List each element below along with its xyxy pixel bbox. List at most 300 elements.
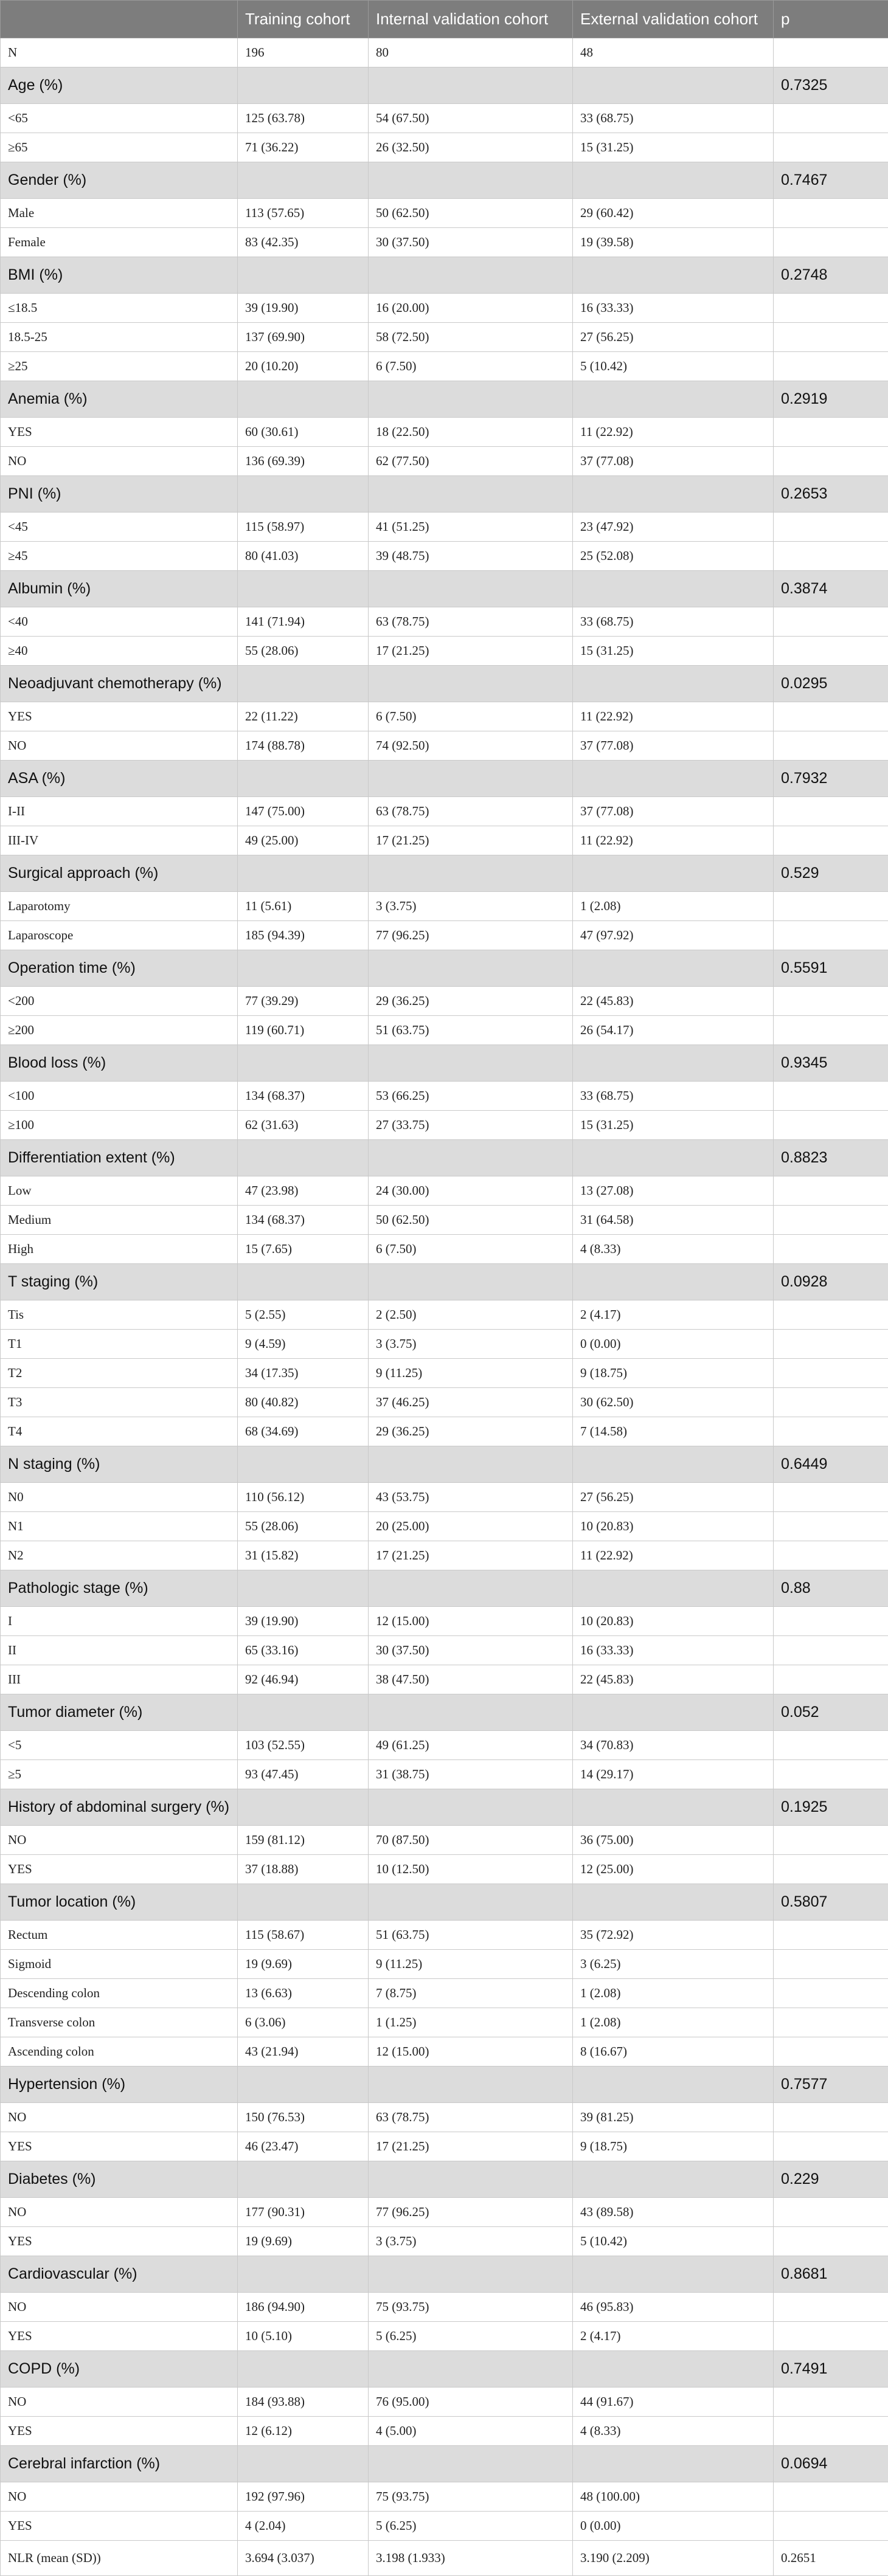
cell-external (573, 761, 774, 797)
cell-external: 11 (22.92) (573, 702, 774, 731)
cell-training: 55 (28.06) (238, 1512, 369, 1541)
cell-p-value: 0.6449 (774, 1446, 888, 1483)
cell-training (238, 1140, 369, 1176)
cell-internal: 63 (78.75) (369, 607, 573, 637)
cell-p-value (774, 1731, 888, 1760)
cell-external: 9 (18.75) (573, 2132, 774, 2161)
row-label: Hypertension (%) (1, 2067, 238, 2103)
cell-internal: 26 (32.50) (369, 133, 573, 162)
row-label: Pathologic stage (%) (1, 1570, 238, 1607)
cell-p-value (774, 2512, 888, 2541)
cell-p-value: 0.052 (774, 1694, 888, 1731)
variable-header-row (1, 950, 888, 987)
table-row (1, 1330, 888, 1359)
table-row (1, 2482, 888, 2512)
table-row (1, 1607, 888, 1636)
cell-training: 141 (71.94) (238, 607, 369, 637)
row-label: III (1, 1665, 238, 1694)
cell-external: 36 (75.00) (573, 1826, 774, 1855)
cell-external: 26 (54.17) (573, 1016, 774, 1045)
table-row (1, 2103, 888, 2132)
cell-p-value (774, 826, 888, 855)
cell-p-value: 0.8823 (774, 1140, 888, 1176)
cell-internal: 63 (78.75) (369, 797, 573, 826)
cell-internal (369, 257, 573, 294)
cell-internal: 49 (61.25) (369, 1731, 573, 1760)
cell-external: 37 (77.08) (573, 731, 774, 761)
cell-internal: 62 (77.50) (369, 447, 573, 476)
cell-p-value (774, 2037, 888, 2067)
cell-internal (369, 1884, 573, 1921)
cell-p-value (774, 1206, 888, 1235)
table-row (1, 542, 888, 571)
cell-p-value: 0.5807 (774, 1884, 888, 1921)
table-row (1, 2512, 888, 2541)
cell-external: 33 (68.75) (573, 607, 774, 637)
table-row (1, 2388, 888, 2417)
variable-header-row (1, 162, 888, 199)
variable-header-row (1, 381, 888, 418)
cell-external: 22 (45.83) (573, 987, 774, 1016)
row-label: Laparoscope (1, 921, 238, 950)
table-row (1, 1388, 888, 1417)
cell-internal (369, 1570, 573, 1607)
cell-internal: 4 (5.00) (369, 2417, 573, 2446)
cell-internal: 5 (6.25) (369, 2322, 573, 2351)
cell-internal: 17 (21.25) (369, 2132, 573, 2161)
table-row (1, 637, 888, 666)
cell-p-value (774, 1176, 888, 1206)
variable-header-row (1, 257, 888, 294)
cell-p-value (774, 892, 888, 921)
cell-internal: 75 (93.75) (369, 2482, 573, 2512)
cell-p-value: 0.0928 (774, 1264, 888, 1300)
cell-internal: 3 (3.75) (369, 892, 573, 921)
cell-external: 5 (10.42) (573, 352, 774, 381)
cell-internal: 9 (11.25) (369, 1950, 573, 1979)
cell-training: 46 (23.47) (238, 2132, 369, 2161)
cell-p-value (774, 1300, 888, 1330)
cell-training (238, 2067, 369, 2103)
variable-header-row (1, 761, 888, 797)
cell-p-value (774, 1921, 888, 1950)
cell-external (573, 1446, 774, 1483)
row-label: NO (1, 2293, 238, 2322)
cell-external (573, 1570, 774, 1607)
cell-internal: 38 (47.50) (369, 1665, 573, 1694)
cell-training (238, 2256, 369, 2293)
cell-training: 15 (7.65) (238, 1235, 369, 1264)
cell-internal (369, 950, 573, 987)
table-row (1, 513, 888, 542)
row-label: Rectum (1, 1921, 238, 1950)
cell-training: 137 (69.90) (238, 323, 369, 352)
row-label: YES (1, 2322, 238, 2351)
cell-external: 27 (56.25) (573, 1483, 774, 1512)
cell-p-value (774, 1760, 888, 1789)
table-row (1, 133, 888, 162)
cell-external (573, 162, 774, 199)
row-label: <40 (1, 607, 238, 637)
row-label: Diabetes (%) (1, 2161, 238, 2198)
row-label: ≥5 (1, 1760, 238, 1789)
cell-external: 2 (4.17) (573, 1300, 774, 1330)
cell-external (573, 855, 774, 892)
cell-internal: 50 (62.50) (369, 199, 573, 228)
cell-internal (369, 476, 573, 513)
cell-training: 19 (9.69) (238, 2227, 369, 2256)
cell-p-value (774, 1330, 888, 1359)
row-label: <45 (1, 513, 238, 542)
cell-training: 113 (57.65) (238, 199, 369, 228)
cell-external (573, 1264, 774, 1300)
cell-p-value (774, 1979, 888, 2008)
row-label: Transverse colon (1, 2008, 238, 2037)
cell-p-value: 0.0694 (774, 2446, 888, 2482)
cell-training (238, 67, 369, 104)
cell-external: 33 (68.75) (573, 104, 774, 133)
cell-external: 19 (39.58) (573, 228, 774, 257)
table-row (1, 1111, 888, 1140)
cell-external: 29 (60.42) (573, 199, 774, 228)
cell-p-value (774, 1483, 888, 1512)
row-label: I (1, 1607, 238, 1636)
cell-training: 147 (75.00) (238, 797, 369, 826)
cell-training: 71 (36.22) (238, 133, 369, 162)
cell-p-value (774, 2132, 888, 2161)
cell-training: 77 (39.29) (238, 987, 369, 1016)
cell-external: 3 (6.25) (573, 1950, 774, 1979)
cell-p-value: 0.5591 (774, 950, 888, 987)
row-label: NO (1, 2388, 238, 2417)
table-row (1, 1760, 888, 1789)
cell-internal: 1 (1.25) (369, 2008, 573, 2037)
cell-external: 8 (16.67) (573, 2037, 774, 2067)
cell-external: 16 (33.33) (573, 1636, 774, 1665)
cell-training: 83 (42.35) (238, 228, 369, 257)
row-label: N1 (1, 1512, 238, 1541)
cell-p-value (774, 2293, 888, 2322)
table-body (1, 38, 888, 2576)
cell-training: 134 (68.37) (238, 1082, 369, 1111)
cell-external: 13 (27.08) (573, 1176, 774, 1206)
cell-training: 6 (3.06) (238, 2008, 369, 2037)
cell-internal: 3 (3.75) (369, 1330, 573, 1359)
cell-external (573, 476, 774, 513)
cell-training: 43 (21.94) (238, 2037, 369, 2067)
cell-internal: 77 (96.25) (369, 921, 573, 950)
cell-external: 1 (2.08) (573, 892, 774, 921)
cell-training (238, 1570, 369, 1607)
cell-training: 65 (33.16) (238, 1636, 369, 1665)
variable-header-row (1, 2446, 888, 2482)
cell-p-value (774, 352, 888, 381)
table-row (1, 1235, 888, 1264)
cell-external: 10 (20.83) (573, 1512, 774, 1541)
cell-internal: 29 (36.25) (369, 987, 573, 1016)
cell-external (573, 571, 774, 607)
cell-p-value (774, 1950, 888, 1979)
cell-external: 1 (2.08) (573, 2008, 774, 2037)
cell-p-value (774, 2198, 888, 2227)
cell-training (238, 2161, 369, 2198)
table-row (1, 1483, 888, 1512)
cell-internal: 29 (36.25) (369, 1417, 573, 1446)
cell-p-value (774, 133, 888, 162)
row-label: II (1, 1636, 238, 1665)
cell-training: 10 (5.10) (238, 2322, 369, 2351)
cell-p-value (774, 542, 888, 571)
cell-external (573, 1884, 774, 1921)
cell-p-value (774, 731, 888, 761)
cell-external: 33 (68.75) (573, 1082, 774, 1111)
row-label: NO (1, 2482, 238, 2512)
table-row (1, 2198, 888, 2227)
header-cell-p-value: p (774, 1, 888, 38)
table-row (1, 1206, 888, 1235)
cell-training: 60 (30.61) (238, 418, 369, 447)
cell-internal (369, 381, 573, 418)
row-label: Anemia (%) (1, 381, 238, 418)
row-label: Ascending colon (1, 2037, 238, 2067)
row-label: 18.5-25 (1, 323, 238, 352)
cell-training: 159 (81.12) (238, 1826, 369, 1855)
cell-training: 119 (60.71) (238, 1016, 369, 1045)
cell-p-value (774, 1512, 888, 1541)
cell-p-value: 0.7467 (774, 162, 888, 199)
cell-training: 185 (94.39) (238, 921, 369, 950)
cell-external: 22 (45.83) (573, 1665, 774, 1694)
cell-internal: 6 (7.50) (369, 1235, 573, 1264)
row-label: Laparotomy (1, 892, 238, 921)
row-label: <200 (1, 987, 238, 1016)
cell-external (573, 1789, 774, 1826)
cell-training: 93 (47.45) (238, 1760, 369, 1789)
table-row (1, 352, 888, 381)
row-label: T3 (1, 1388, 238, 1417)
row-label: Operation time (%) (1, 950, 238, 987)
row-label: Tis (1, 1300, 238, 1330)
cell-training: 62 (31.63) (238, 1111, 369, 1140)
variable-header-row (1, 2067, 888, 2103)
row-label: NO (1, 447, 238, 476)
cell-training: 80 (41.03) (238, 542, 369, 571)
row-label: Female (1, 228, 238, 257)
cell-training: 55 (28.06) (238, 637, 369, 666)
cell-training: 186 (94.90) (238, 2293, 369, 2322)
variable-header-row (1, 1694, 888, 1731)
cell-p-value (774, 1855, 888, 1884)
table-row (1, 921, 888, 950)
cell-training: 19 (9.69) (238, 1950, 369, 1979)
cell-internal: 58 (72.50) (369, 323, 573, 352)
cell-p-value (774, 2103, 888, 2132)
cell-external: 4 (8.33) (573, 2417, 774, 2446)
cell-internal: 17 (21.25) (369, 1541, 573, 1570)
row-label: YES (1, 418, 238, 447)
cell-training: 11 (5.61) (238, 892, 369, 921)
variable-header-row (1, 2256, 888, 2293)
cell-training (238, 162, 369, 199)
table-row (1, 2541, 888, 2576)
cell-external: 3.190 (2.209) (573, 2541, 774, 2576)
variable-header-row (1, 2351, 888, 2388)
cell-training: 3.694 (3.037) (238, 2541, 369, 2576)
cell-external: 44 (91.67) (573, 2388, 774, 2417)
cell-external: 1 (2.08) (573, 1979, 774, 2008)
cell-training: 34 (17.35) (238, 1359, 369, 1388)
cell-p-value: 0.1925 (774, 1789, 888, 1826)
row-label: History of abdominal surgery (%) (1, 1789, 238, 1826)
table-row (1, 892, 888, 921)
table-row (1, 2227, 888, 2256)
cell-training (238, 950, 369, 987)
cell-internal (369, 1264, 573, 1300)
row-label: YES (1, 702, 238, 731)
cell-training (238, 1694, 369, 1731)
row-label: Age (%) (1, 67, 238, 104)
cell-internal: 6 (7.50) (369, 352, 573, 381)
cell-p-value: 0.0295 (774, 666, 888, 702)
table-row (1, 199, 888, 228)
row-label: Descending colon (1, 1979, 238, 2008)
header-cell-external-validation-cohort: External validation cohort (573, 1, 774, 38)
row-label: COPD (%) (1, 2351, 238, 2388)
variable-header-row (1, 2161, 888, 2198)
cell-p-value (774, 702, 888, 731)
cell-training: 37 (18.88) (238, 1855, 369, 1884)
cell-p-value: 0.88 (774, 1570, 888, 1607)
cell-internal: 27 (33.75) (369, 1111, 573, 1140)
row-label: PNI (%) (1, 476, 238, 513)
table-row (1, 323, 888, 352)
cell-internal: 10 (12.50) (369, 1855, 573, 1884)
table-row (1, 1016, 888, 1045)
table-row (1, 1950, 888, 1979)
cell-internal (369, 571, 573, 607)
row-label: NO (1, 2198, 238, 2227)
row-label: Tumor location (%) (1, 1884, 238, 1921)
cell-external: 15 (31.25) (573, 133, 774, 162)
table-row (1, 2008, 888, 2037)
cell-external (573, 666, 774, 702)
cell-internal: 75 (93.75) (369, 2293, 573, 2322)
cell-external: 9 (18.75) (573, 1359, 774, 1388)
cell-training: 22 (11.22) (238, 702, 369, 731)
cell-training (238, 2446, 369, 2482)
cell-external: 4 (8.33) (573, 1235, 774, 1264)
row-label: ≥25 (1, 352, 238, 381)
row-label: YES (1, 1855, 238, 1884)
cell-external: 11 (22.92) (573, 1541, 774, 1570)
cell-internal: 20 (25.00) (369, 1512, 573, 1541)
table-row (1, 1979, 888, 2008)
table-row (1, 228, 888, 257)
cell-external: 0 (0.00) (573, 2512, 774, 2541)
cell-internal: 6 (7.50) (369, 702, 573, 731)
cell-p-value (774, 38, 888, 67)
cell-p-value (774, 1111, 888, 1140)
cell-internal: 12 (15.00) (369, 1607, 573, 1636)
table-row (1, 2132, 888, 2161)
variable-header-row (1, 1884, 888, 1921)
cell-internal: 18 (22.50) (369, 418, 573, 447)
cell-internal (369, 2351, 573, 2388)
row-label: III-IV (1, 826, 238, 855)
cell-internal: 12 (15.00) (369, 2037, 573, 2067)
cell-training (238, 1264, 369, 1300)
cell-external: 48 (573, 38, 774, 67)
cell-external: 11 (22.92) (573, 418, 774, 447)
cell-training: 125 (63.78) (238, 104, 369, 133)
row-label: YES (1, 2512, 238, 2541)
cell-training (238, 761, 369, 797)
cell-p-value (774, 987, 888, 1016)
row-label: ASA (%) (1, 761, 238, 797)
cell-internal (369, 67, 573, 104)
cell-internal: 31 (38.75) (369, 1760, 573, 1789)
row-label: N2 (1, 1541, 238, 1570)
cell-p-value: 0.8681 (774, 2256, 888, 2293)
row-label: Gender (%) (1, 162, 238, 199)
cell-internal: 50 (62.50) (369, 1206, 573, 1235)
variable-header-row (1, 1045, 888, 1082)
cell-p-value (774, 323, 888, 352)
cell-p-value: 0.7491 (774, 2351, 888, 2388)
cell-external: 25 (52.08) (573, 542, 774, 571)
cell-training (238, 257, 369, 294)
cell-internal (369, 761, 573, 797)
row-label: ≥40 (1, 637, 238, 666)
cell-training (238, 1884, 369, 1921)
table-row (1, 1176, 888, 1206)
cell-external (573, 1694, 774, 1731)
cell-external (573, 1045, 774, 1082)
row-label: Sigmoid (1, 1950, 238, 1979)
cell-training: 134 (68.37) (238, 1206, 369, 1235)
row-label: <65 (1, 104, 238, 133)
cell-external (573, 2351, 774, 2388)
cell-p-value: 0.529 (774, 855, 888, 892)
row-label: Cardiovascular (%) (1, 2256, 238, 2293)
sample-size-row (1, 38, 888, 67)
cell-external: 27 (56.25) (573, 323, 774, 352)
cell-external: 23 (47.92) (573, 513, 774, 542)
cell-internal: 37 (46.25) (369, 1388, 573, 1417)
cell-external: 11 (22.92) (573, 826, 774, 855)
cell-training (238, 1045, 369, 1082)
cell-external: 31 (64.58) (573, 1206, 774, 1235)
table-row (1, 1921, 888, 1950)
cell-internal (369, 1446, 573, 1483)
cell-external: 37 (77.08) (573, 797, 774, 826)
cell-internal: 41 (51.25) (369, 513, 573, 542)
cell-internal: 39 (48.75) (369, 542, 573, 571)
row-label: YES (1, 2132, 238, 2161)
cell-external (573, 381, 774, 418)
cell-external: 48 (100.00) (573, 2482, 774, 2512)
cell-p-value (774, 637, 888, 666)
row-label: Albumin (%) (1, 571, 238, 607)
cell-external (573, 2256, 774, 2293)
cell-p-value: 0.2651 (774, 2541, 888, 2576)
cell-p-value (774, 1541, 888, 1570)
table-row (1, 1855, 888, 1884)
variable-header-row (1, 1264, 888, 1300)
table-row (1, 447, 888, 476)
row-label: Blood loss (%) (1, 1045, 238, 1082)
cell-external: 14 (29.17) (573, 1760, 774, 1789)
